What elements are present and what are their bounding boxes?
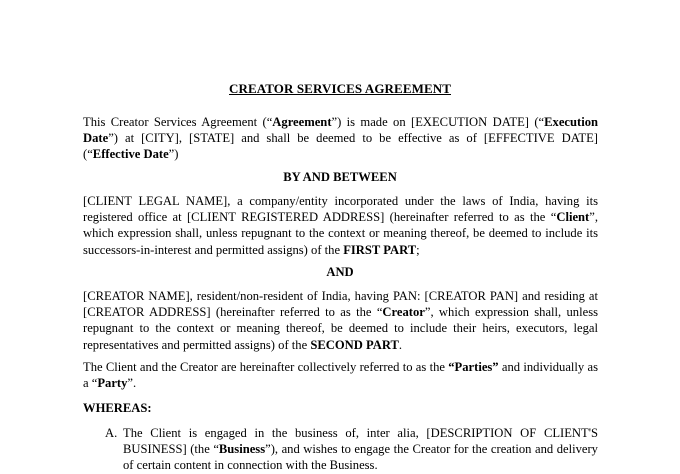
recital-text: The Client is engaged in the business of, inter alia, [DESCRIPTION OF CLIENT'S BUSINESS] (the “	[123, 426, 598, 457]
defined-term-effective-date: Effective Date	[92, 147, 169, 162]
creator-text: ”, which expression shall, unless repugnant to the context or meaning thereof, be deemed to include their heirs, executors, legal representatives and permitted assigns) of the	[83, 305, 598, 352]
parties-text: and individually as a “	[83, 360, 598, 391]
first-part-label: FIRST PART	[343, 242, 417, 257]
defined-term-business: Business	[218, 442, 266, 457]
client-text: ;	[416, 242, 420, 257]
defined-term-party: Party	[97, 376, 128, 391]
whereas-heading: WHEREAS:	[83, 401, 152, 415]
second-part-label: SECOND PART	[310, 337, 399, 352]
intro-text: ”) at [CITY], [STATE] and shall be deemed to be effective as of [EFFECTIVE DATE] (“	[83, 131, 598, 162]
defined-term-execution-date: Execution Date	[83, 115, 598, 146]
recital-a-text	[123, 425, 598, 474]
client-text: ”, which expression shall, unless repugnant to the context or meaning thereof, be deemed to include its successors-in-interest and permitted assigns) of the	[83, 210, 598, 257]
recital-marker: A.	[105, 426, 118, 440]
intro-paragraph	[83, 114, 598, 163]
parties-paragraph	[83, 359, 598, 391]
defined-term-agreement: Agreement	[272, 115, 332, 129]
intro-text: ”) is made on [EXECUTION DATE] (“	[331, 115, 545, 129]
defined-term-creator: Creator	[382, 305, 425, 320]
client-text: [CLIENT LEGAL NAME], a company/entity incorporated under the laws of India, having its registered office at [CLIENT REGISTERED ADDRESS] (hereinafter referred to as the “	[83, 194, 598, 225]
parties-text: ”.	[127, 376, 137, 391]
recital-text: ”), and wishes to engage the Creator for the creation and delivery of certain content in connection with the Business.	[123, 442, 598, 473]
creator-text: .	[398, 337, 403, 352]
defined-term-client: Client	[556, 210, 590, 225]
document-title: CREATOR SERVICES AGREEMENT	[229, 81, 451, 96]
client-paragraph	[83, 193, 598, 258]
by-and-between-heading: BY AND BETWEEN	[283, 170, 397, 184]
and-heading: AND	[326, 265, 354, 279]
parties-text: The Client and the Creator are hereinafter collectively referred to as the	[83, 360, 449, 374]
defined-term-parties: “Parties”	[448, 360, 499, 374]
intro-text: This Creator Services Agreement (“	[83, 115, 273, 129]
intro-text: ”)	[168, 147, 179, 162]
creator-paragraph	[83, 288, 598, 353]
creator-text: [CREATOR NAME], resident/non-resident of India, having PAN: [CREATOR PAN] and residing at [CREATOR ADDRESS] (hereinafter referred to as the “	[83, 289, 598, 320]
